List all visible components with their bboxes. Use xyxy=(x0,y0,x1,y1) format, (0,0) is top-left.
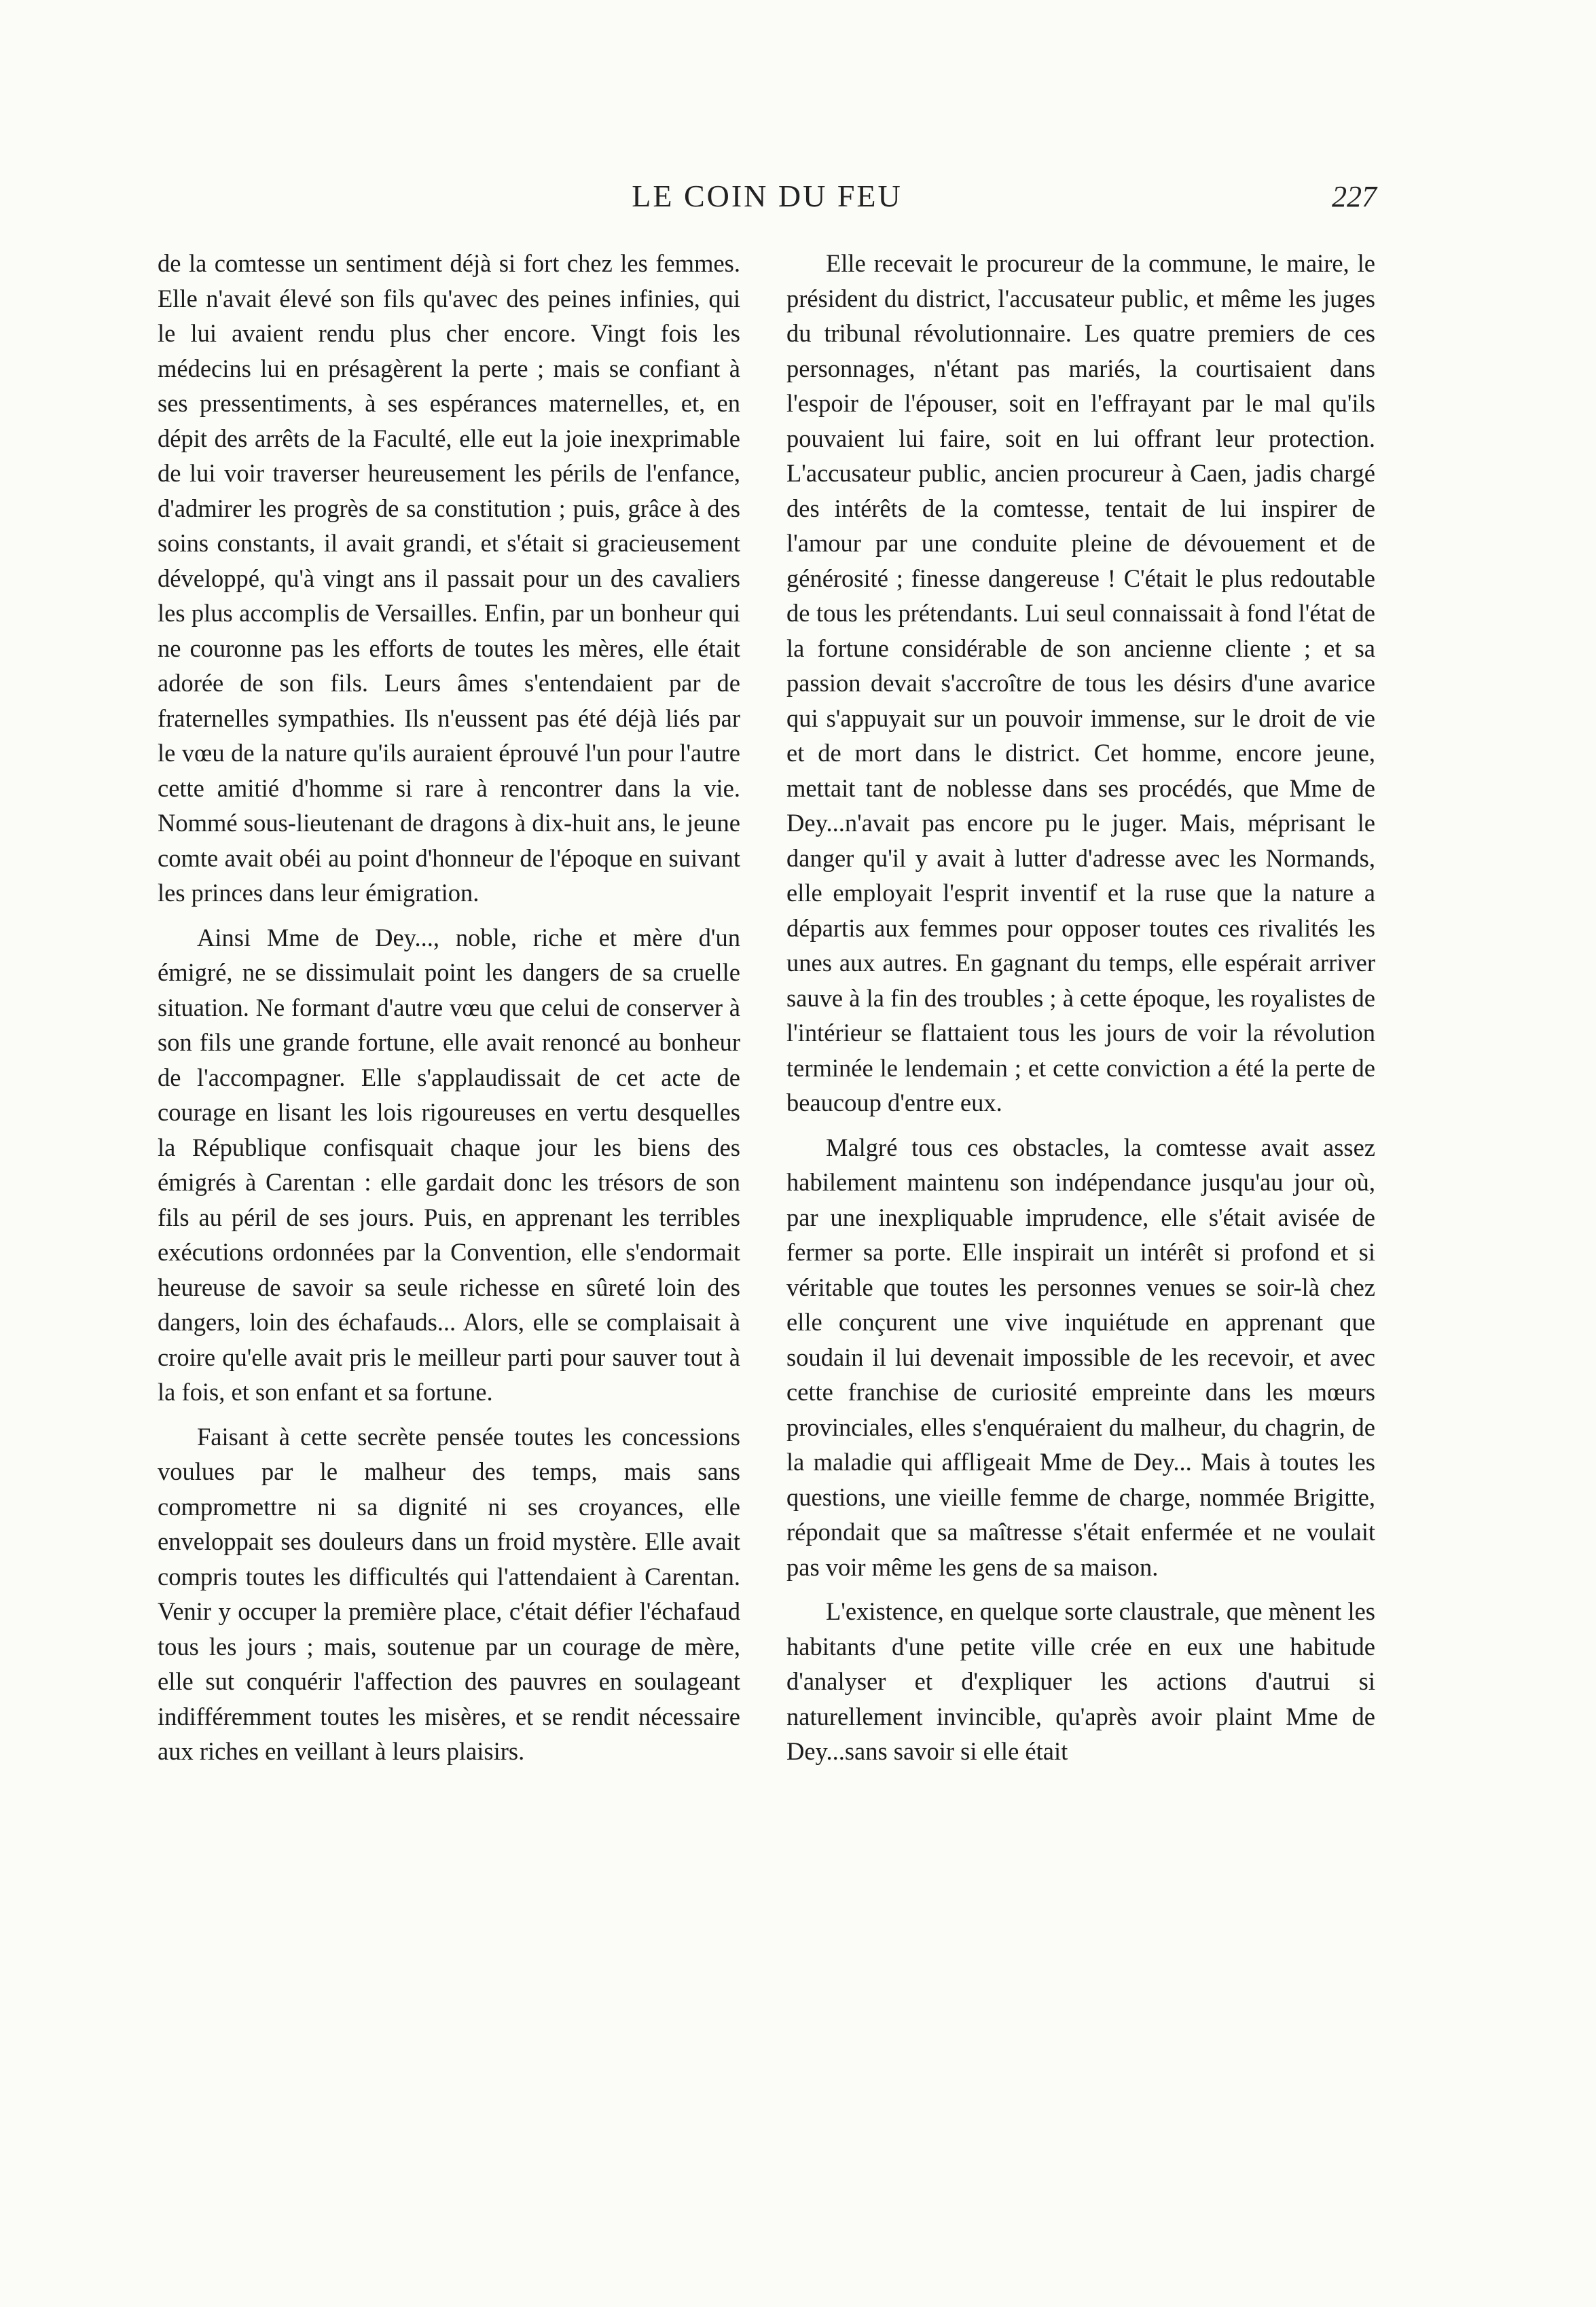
running-title: LE COIN DU FEU xyxy=(632,179,903,213)
page-number: 227 xyxy=(1332,180,1377,213)
paragraph: L'existence, en quelque sorte claustrale, que mènent les habitants d'une petite ville crée en eux une habitude d'analyser et d'expliquer les actions d'autrui si naturellement invincible, qu'après avoir plaint Mme de Dey...sans savoir si elle était xyxy=(786,1597,1375,1765)
right-column xyxy=(786,246,1375,1779)
paragraph: de la comtesse un sentiment déjà si fort chez les femmes. Elle n'avait élevé son fils qu'avec des peines infinies, qui le lui avaient rendu plus cher encore. Vingt fois les médecins lui en présagèrent la perte ; mais se confiant à ses pressentiments, à ses espérances maternelles, et, en dépit des arrêts de la Faculté, elle eut la joie inexprimable de lui voir traverser heureusement les périls de l'enfance, d'admirer les progrès de sa constitution ; puis, grâce à des soins constants, il avait grandi, et s'était si gracieusement développé, qu'à vingt ans il passait pour un des cavaliers les plus accomplis de Versailles. Enfin, par un bonheur qui ne couronne pas les efforts de toutes les mères, elle était adorée de son fils. Leurs âmes s'entendaient par de fraternelles sympathies. Ils n'eussent pas été déjà liés par le vœu de la nature qu'ils auraient éprouvé l'un pour l'autre cette amitié d'homme si rare à rencontrer dans la vie. Nommé sous-lieutenant de dragons à dix-huit ans, le jeune comte avait obéi au point d'honneur de l'époque en suivant les princes dans leur émigration. xyxy=(158,249,740,907)
page-header xyxy=(158,178,1377,219)
paragraph: Ainsi Mme de Dey..., noble, riche et mère d'un émigré, ne se dissimulait point les dangers de sa cruelle situation. Ne formant d'autre vœu que celui de conserver à son fils une grande fortune, elle avait renoncé au bonheur de l'accompagner. Elle s'applaudissait de cet acte de courage en lisant les lois rigoureuses en vertu desquelles la République confisquait chaque jour les biens des émigrés à Carentan : elle gardait donc les trésors de son fils au péril de ses jours. Puis, en apprenant les terribles exécutions ordonnées par la Convention, elle s'endormait heureuse de savoir sa seule richesse en sûreté loin des dangers, loin des échafauds... Alors, elle se complaisait à croire qu'elle avait pris le meilleur parti pour sauver tout à la fois, et son enfant et sa fortune. xyxy=(158,923,740,1406)
paragraph: Elle recevait le procureur de la commune, le maire, le président du district, l'accusateur public, et même les juges du tribunal révolutionnaire. Les quatre premiers de ces personnages, n'étant pas mariés, la courtisaient dans l'espoir de l'épouser, soit en l'effrayant par le mal qu'ils pouvaient lui faire, soit en lui offrant leur protection. L'accusateur public, ancien procureur à Caen, jadis chargé des intérêts de la comtesse, tentait de lui inspirer de l'amour par une conduite pleine de dévouement et de générosité ; finesse dangereuse ! C'était le plus redoutable de tous les prétendants. Lui seul connaissait à fond l'état de la fortune considérable de son ancienne cliente ; et sa passion devait s'accroître de tous les désirs d'une avarice qui s'appuyait sur un pouvoir immense, sur le droit de vie et de mort dans le district. Cet homme, encore jeune, mettait tant de noblesse dans ses procédés, que Mme de Dey...n'avait pas encore pu le juger. Mais, méprisant le danger qu'il y avait à lutter d'adresse avec les Normands, elle employait l'esprit inventif et la ruse que la nature a départis aux femmes pour opposer toutes ces rivalités les unes aux autres. En gagnant du temps, elle espérait arriver sauve à la fin des troubles ; à cette époque, les royalistes de l'intérieur se flattaient tous les jours de voir la révolution terminée le lendemain ; et cette conviction a été la perte de beaucoup d'entre eux. xyxy=(786,249,1375,1116)
left-column xyxy=(158,246,740,1779)
paragraph: Malgré tous ces obstacles, la comtesse avait assez habilement maintenu son indépendance jusqu'au jour où, par une inexpliquable imprudence, elle s'était avisée de fermer sa porte. Elle inspirait un intérêt si profond et si véritable que toutes les personnes venues se soir-là chez elle conçurent une vive inquiétude en apprenant que soudain il lui devenait impossible de les recevoir, et avec cette franchise de curiosité empreinte dans les mœurs provinciales, elles s'enquéraient du malheur, du chagrin, de la maladie qui affligeait Mme de Dey... Mais à toutes les questions, une vieille femme de charge, nommée Brigitte, répondait que sa maîtresse s'était enfermée et ne voulait pas voir même les gens de sa maison. xyxy=(786,1133,1375,1581)
paragraph: Faisant à cette secrète pensée toutes les concessions voulues par le malheur des temps, mais sans compromettre ni sa dignité ni ses croyances, elle enveloppait ses douleurs dans un froid mystère. Elle avait compris toutes les difficultés qui l'attendaient à Carentan. Venir y occuper la première place, c'était défier l'échafaud tous les jours ; mais, soutenue par un courage de mère, elle sut conquérir l'affection des pauvres en soulageant indifféremment toutes les misères, et se rendit nécessaire aux riches en veillant à leurs plaisirs. xyxy=(158,1422,740,1765)
